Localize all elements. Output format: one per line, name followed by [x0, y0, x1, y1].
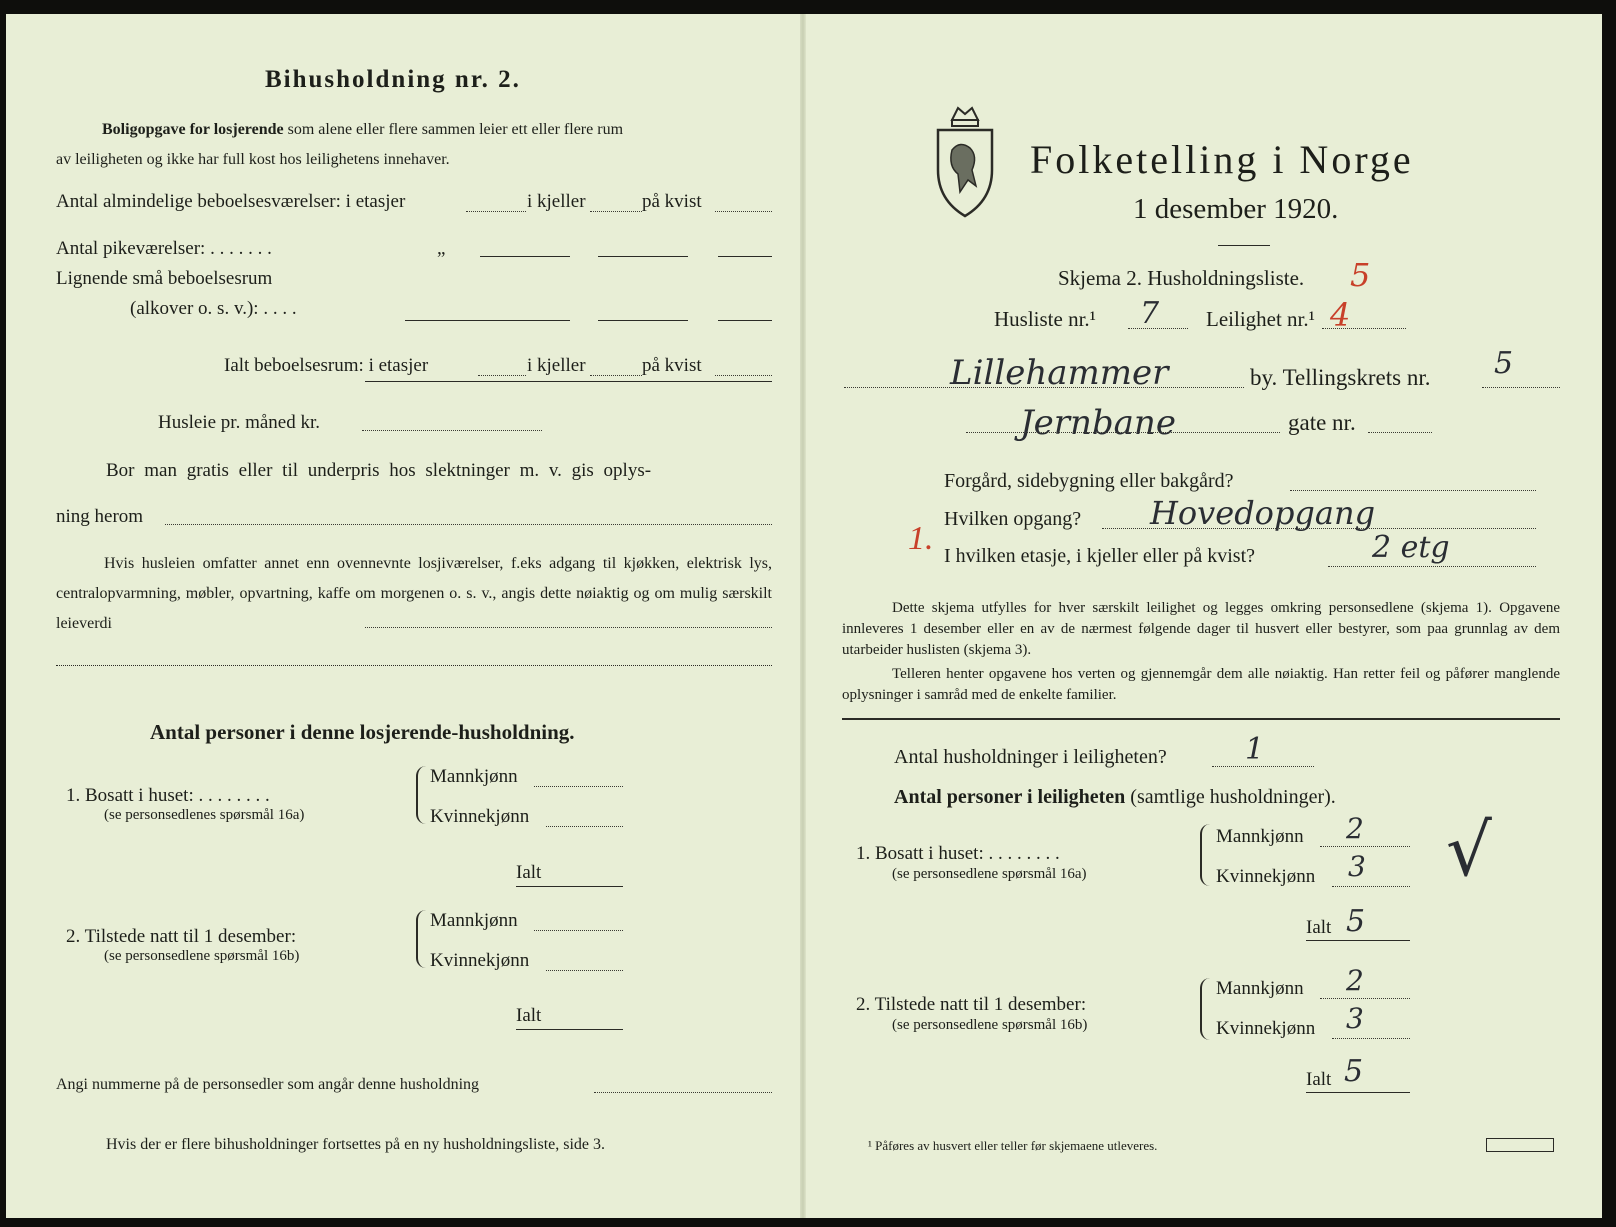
- intro-bold: Boligopgave for losjerende: [102, 121, 284, 138]
- husliste-label: Husliste nr.¹: [994, 307, 1096, 331]
- pike-field-3[interactable]: [718, 256, 772, 257]
- ialt-kjeller-label: i kjeller: [527, 355, 586, 376]
- left-q1-brace: [416, 766, 426, 824]
- left-q2-label: 2. Tilstede natt til 1 desember:: [66, 926, 297, 947]
- right-q2-label: 2. Tilstede natt til 1 desember:: [856, 994, 1087, 1015]
- alkover-label: (alkover o. s. v.): . . . .: [130, 298, 297, 319]
- right-q1-mann-label: Mannkjønn: [1216, 826, 1304, 847]
- antal-pers-heading: [894, 786, 1336, 809]
- flere-note: Hvis der er flere bihusholdninger fortsettes på en ny husholdningsliste, side 3.: [106, 1136, 606, 1153]
- right-q1-kvinne-label: Kvinnekjønn: [1216, 866, 1316, 887]
- antal-hush-hw: 1: [1245, 732, 1265, 767]
- left-q1-kvinne-label: Kvinnekjønn: [430, 806, 530, 827]
- right-q2-ialt-hw: 5: [1344, 1054, 1364, 1089]
- left-q2-kvinne-field[interactable]: [546, 970, 623, 971]
- ialt-beboelse-label: Ialt beboelsesrum: i etasjer: [224, 355, 429, 376]
- right-q2-ialt-label: Ialt: [1306, 1069, 1332, 1090]
- krets-field[interactable]: [1482, 387, 1560, 388]
- right-q1-sub: (se personsedlene spørsmål 16a): [892, 866, 1087, 882]
- ning-herom-field[interactable]: [165, 524, 772, 525]
- gate-hw: Jernbane: [1020, 403, 1176, 443]
- leilighet-hw: 4: [1330, 296, 1351, 334]
- husliste-field[interactable]: [1128, 328, 1188, 329]
- margin-mark: 1.: [908, 520, 934, 557]
- alkover-field-3[interactable]: [718, 320, 772, 321]
- printer-stamp-icon: [1486, 1138, 1554, 1152]
- by-label: by. Tellingskrets nr.: [1250, 365, 1431, 390]
- left-q2-mann-label: Mannkjønn: [430, 910, 518, 931]
- ning-herom-label: ning herom: [56, 506, 144, 527]
- right-q1-kvinne-field[interactable]: [1332, 886, 1410, 887]
- coat-of-arms-icon: [930, 100, 1000, 220]
- left-q2-mann-field[interactable]: [534, 930, 623, 931]
- hvis-husleien-text: Hvis husleien omfatter annet enn ovennevnte losjiværelser, f.eks adgang til kjøkken, elektrisk lys, centralopvarmning, møbler, opvartning, kaffe om morgenen o. s. v., angis dette nøiaktig og om mulig særskilt leieverdi: [56, 555, 772, 632]
- right-q2-mann-field[interactable]: [1320, 998, 1410, 999]
- right-q2-brace: [1200, 978, 1210, 1040]
- husleie-field[interactable]: [362, 430, 542, 431]
- left-intro: [102, 121, 623, 139]
- right-q1-brace: [1200, 824, 1210, 886]
- left-q1-kvinne-field[interactable]: [546, 826, 623, 827]
- etasje-label: I hvilken etasje, i kjeller eller på kvist?: [944, 545, 1255, 567]
- etasje-field[interactable]: [1328, 566, 1536, 567]
- left-q1-mann-field[interactable]: [534, 786, 623, 787]
- etasje-hw: 2 etg: [1372, 530, 1450, 565]
- right-q2-mann-label: Mannkjønn: [1216, 978, 1304, 999]
- alkover-field-1[interactable]: [405, 320, 570, 321]
- alm-kvist-label: på kvist: [642, 191, 702, 212]
- footnote: ¹ Påføres av husvert eller teller før skjemaene utleveres.: [868, 1138, 1158, 1153]
- title-rule: [1218, 245, 1270, 246]
- antal-hush-field[interactable]: [1212, 766, 1314, 767]
- ditto-mark: „: [437, 238, 446, 259]
- right-q2-ialt-field[interactable]: [1306, 1092, 1410, 1093]
- left-q2-ialt-field[interactable]: [516, 1029, 623, 1030]
- main-title: Folketelling i Norge: [1030, 137, 1414, 182]
- forgard-field[interactable]: [1290, 490, 1536, 491]
- gate-nr-field[interactable]: [1368, 432, 1432, 433]
- instructions-para-2: Telleren henter opgavene hos verten og gjennemgår dem alle nøiaktig. Han retter feil og påfører manglende oplysninger i samråd med de enkelte familier.: [842, 666, 1560, 703]
- opgang-label: Hvilken opgang?: [944, 508, 1082, 530]
- right-q2-kvinne-field[interactable]: [1332, 1038, 1410, 1039]
- gate-field[interactable]: [966, 432, 1280, 433]
- leieverdi-line-2[interactable]: [56, 665, 772, 666]
- opgang-hw: Hovedopgang: [1150, 494, 1376, 532]
- left-q1-ialt-label: Ialt: [516, 862, 542, 883]
- alm-kjeller-field[interactable]: [590, 211, 642, 212]
- right-q1-mann-field[interactable]: [1320, 846, 1410, 847]
- ialt-kvist-field[interactable]: [715, 375, 772, 376]
- ialt-kvist-label: på kvist: [642, 355, 702, 376]
- antal-pers-bold: Antal personer i leiligheten: [894, 786, 1126, 808]
- section-rule: [842, 718, 1560, 720]
- gate-label: gate nr.: [1288, 410, 1356, 435]
- alm-etasjer-field[interactable]: [466, 211, 526, 212]
- right-q1-ialt-hw: 5: [1346, 904, 1366, 939]
- alkover-field-2[interactable]: [598, 320, 688, 321]
- leilighet-label: Leilighet nr.¹: [1206, 307, 1315, 331]
- pikevaerelser-label: Antal pikeværelser: . . . . . . .: [56, 238, 272, 259]
- forgard-label: Forgård, sidebygning eller bakgård?: [944, 470, 1234, 492]
- ialt-kjeller-field[interactable]: [590, 375, 642, 376]
- left-q1-ialt-field[interactable]: [516, 886, 623, 887]
- right-q1-kvinne-hw: 3: [1348, 850, 1366, 883]
- pike-field-1[interactable]: [480, 256, 570, 257]
- angi-label: Angi nummerne på de personsedler som angår denne husholdning: [56, 1076, 480, 1093]
- left-title: Bihusholdning nr. 2.: [265, 66, 521, 93]
- check-mark: √: [1446, 808, 1492, 892]
- left-q2-ialt-label: Ialt: [516, 1005, 542, 1026]
- ialt-etasjer-field[interactable]: [478, 375, 526, 376]
- by-field[interactable]: [844, 387, 1244, 388]
- page-fold: [800, 14, 806, 1218]
- left-q2-brace: [416, 910, 426, 968]
- ialt-underline: [365, 381, 772, 382]
- antal-hush-label: Antal husholdninger i leiligheten?: [894, 746, 1167, 768]
- left-q2-sub: (se personsedlene spørsmål 16b): [104, 948, 300, 964]
- alm-kjeller-label: i kjeller: [527, 191, 586, 212]
- leieverdi-field[interactable]: [365, 627, 772, 628]
- right-q2-mann-hw: 2: [1346, 964, 1364, 997]
- alm-kvist-field[interactable]: [715, 211, 772, 212]
- right-q1-mann-hw: 2: [1346, 812, 1364, 845]
- left-q2-kvinne-label: Kvinnekjønn: [430, 950, 530, 971]
- right-q2-kvinne-hw: 3: [1346, 1002, 1364, 1035]
- right-q2-sub: (se personsedlene spørsmål 16b): [892, 1017, 1088, 1033]
- left-intro-line2: av leiligheten og ikke har full kost hos leilighetens innehaver.: [56, 151, 450, 168]
- census-date: 1 desember 1920.: [1133, 193, 1339, 225]
- instructions-para-1: Dette skjema utfylles for hver særskilt leilighet og legges omkring personsedlene (skjema 1). Opgavene innleveres 1 desember eller en av de nærmest følgende dager til husvert eller bestyrer, som paa grunnlag av dem utarbeider huslisten (skjema 3).: [842, 600, 1560, 658]
- right-q1-label: 1. Bosatt i huset: . . . . . . . .: [856, 843, 1060, 864]
- left-persons-heading: Antal personer i denne losjerende-husholdning.: [150, 720, 575, 744]
- left-q1-label: 1. Bosatt i huset: . . . . . . . .: [66, 785, 270, 806]
- intro-rest: som alene eller flere sammen leier ett eller flere rum: [287, 121, 624, 138]
- husleie-label: Husleie pr. måned kr.: [158, 412, 320, 433]
- husliste-hw: 7: [1140, 296, 1160, 331]
- antal-pers-rest: (samtlige husholdninger).: [1130, 786, 1336, 808]
- angi-field[interactable]: [594, 1092, 772, 1093]
- left-q1-sub: (se personsedlenes spørsmål 16a): [104, 807, 305, 823]
- skjema-hw: 5: [1350, 256, 1371, 294]
- skjema-label: Skjema 2. Husholdningsliste.: [1058, 266, 1305, 290]
- antal-alm-label: Antal almindelige beboelsesværelser: i etasjer: [56, 191, 406, 212]
- pike-field-2[interactable]: [598, 256, 688, 257]
- leilighet-field[interactable]: [1322, 328, 1406, 329]
- lignende-label: Lignende små beboelsesrum: [56, 268, 273, 289]
- krets-hw: 5: [1494, 346, 1514, 381]
- by-hw: Lillehammer: [950, 353, 1169, 393]
- opgang-field[interactable]: [1102, 528, 1536, 529]
- right-q1-ialt-label: Ialt: [1306, 917, 1332, 938]
- bor-man-text: Bor man gratis eller til underpris hos slektninger m. v. gis oplys-: [106, 460, 652, 481]
- left-q1-mann-label: Mannkjønn: [430, 766, 518, 787]
- right-q2-kvinne-label: Kvinnekjønn: [1216, 1018, 1316, 1039]
- right-q1-ialt-field[interactable]: [1306, 940, 1410, 941]
